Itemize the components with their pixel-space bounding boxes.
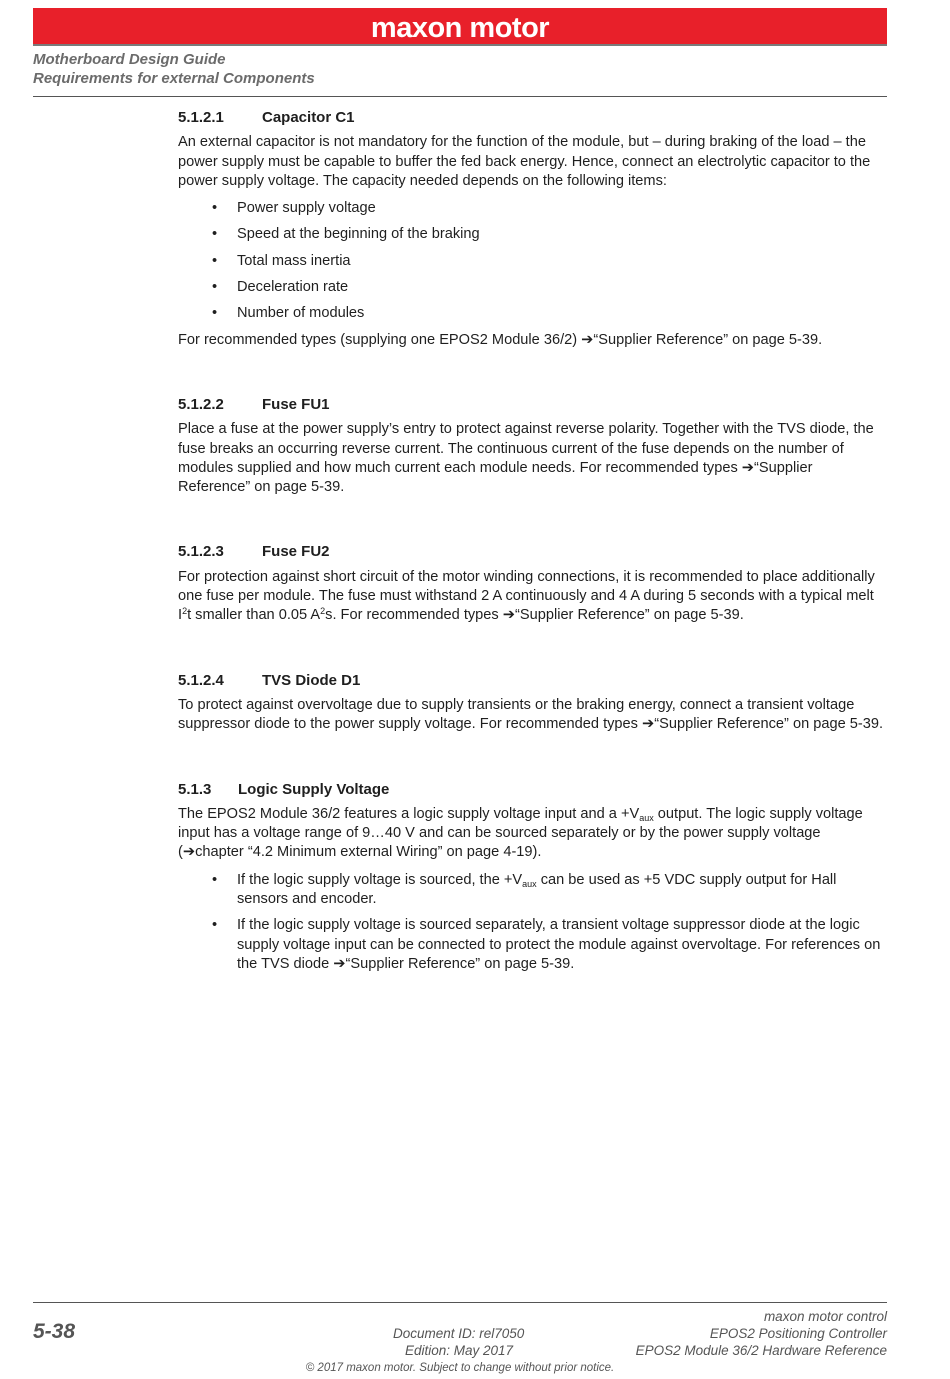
- footer-copyright: © 2017 maxon motor. Subject to change without prior notice.: [305, 1362, 615, 1374]
- section-heading: [178, 780, 888, 799]
- section-heading: [178, 542, 888, 561]
- section-number: 5.1.2.3: [178, 543, 224, 561]
- bullet-icon: •: [212, 200, 218, 217]
- list-item: • Deceleration rate: [178, 278, 888, 297]
- cross-reference-link[interactable]: chapter “4.2 Minimum external Wiring” on page 4-19).: [195, 844, 542, 861]
- arrow-right-icon: ➔: [642, 716, 655, 733]
- section-number: 5.1.2.2: [178, 395, 224, 413]
- bullet-icon: •: [212, 305, 218, 322]
- bullet-icon: •: [212, 279, 218, 296]
- list-item: • Total mass inertia: [178, 252, 888, 271]
- arrow-right-icon: ➔: [741, 459, 755, 476]
- arrow-right-icon: ➔: [182, 844, 196, 861]
- bullet-icon: •: [212, 871, 218, 888]
- footer-divider: [33, 1302, 887, 1303]
- paragraph: An external capacitor is not mandatory for the function of the module, but – during braking of the load – the power supply must be capable to buffer the fed back energy. Hence, connect an electrolytic capacitor to the power supply voltage. The capacity needed depends on the following items:: [178, 134, 871, 189]
- paragraph: The EPOS2 Module 36/2 features a logic supply voltage input and $a +V_{aux}$ output. The logic supply voltage input has a voltage range of 9…40 V and can be sourced separately or by the power supply voltage (➔chapter “4.2 Minimum external Wiring” on page 4-19).: [178, 805, 863, 861]
- bullet-icon: •: [212, 917, 218, 934]
- header-chapter-title: Requirements for external Components: [33, 70, 315, 87]
- arrow-right-icon: ➔: [581, 331, 594, 348]
- cross-reference-link[interactable]: “Supplier Reference” on page 5-39.: [178, 459, 813, 496]
- paragraph: For recommended types (supplying one EPOS2 Module 36/2) ➔“Supplier Reference” on page 5-39.: [178, 331, 823, 348]
- paragraph: Place a fuse at the power supply’s entry to protect against reverse polarity. Together with the TVS diode, the fuse breaks an occurring reverse current. The continuous current of the fuse depends on the number of modules supplied and how much current each module needs. For recommended types ➔“Supplier Reference” on page 5-39.: [178, 421, 874, 496]
- bullet-icon: •: [212, 226, 218, 243]
- footer-product-name: EPOS2 Positioning Controller: [709, 1326, 887, 1341]
- section-number: 5.1.2.1: [178, 109, 224, 126]
- bullet-list: [178, 199, 888, 323]
- cross-reference-link[interactable]: “Supplier Reference” on page 5-39.: [345, 955, 575, 972]
- arrow-right-icon: ➔: [333, 955, 346, 972]
- cross-reference-link[interactable]: “Supplier Reference” on page 5-39.: [593, 331, 823, 348]
- list-item: • Number of modules: [178, 304, 888, 323]
- bullet-icon: •: [212, 252, 218, 269]
- section-number: 5.1.2.4: [178, 671, 224, 689]
- section-title: Fuse FU2: [262, 543, 330, 561]
- cross-reference-link[interactable]: “Supplier Reference” on page 5-39.: [654, 716, 884, 733]
- list-item: • Speed at the beginning of the braking: [178, 225, 888, 244]
- brand-logo: maxon motor: [370, 12, 550, 44]
- list-item: • If the logic supply voltage is sourced, the $+V_{aux}$ can be used as +5 VDC supply output for Hall sensors and encoder.: [212, 871, 837, 908]
- section-title: Logic Supply Voltage: [238, 780, 390, 798]
- page-number: 5-38: [33, 1320, 76, 1343]
- list-item: • If the logic supply voltage is sourced separately, a transient voltage suppressor diode at the logic supply voltage input can be connected to protect the module against overvoltage. For references on the TVS diode ➔“Supplier Reference” on page 5-39.: [212, 917, 881, 972]
- section-heading: [178, 108, 888, 127]
- footer-manual-title: EPOS2 Module 36/2 Hardware Reference: [635, 1343, 887, 1358]
- footer-document-id: Document ID: rel7050: [393, 1326, 525, 1341]
- bullet-list: [178, 871, 888, 974]
- cross-reference-link[interactable]: “Supplier Reference” on page 5-39.: [515, 607, 744, 624]
- section-heading: [178, 671, 888, 690]
- header-divider: [33, 96, 887, 97]
- footer-product-line: maxon motor control: [763, 1309, 887, 1324]
- list-item: • Power supply voltage: [178, 199, 888, 218]
- main-content: [178, 108, 888, 981]
- header-doc-title: Motherboard Design Guide: [33, 51, 226, 68]
- paragraph: For protection against short circuit of the motor winding connections, it is recommended to place additionally one fuse per module. The fuse must withstand 2 A continuously and 4 A during 5 seconds with a typical melt $I^2t$ smaller than 0.05 $A^2s$. For recommended types ➔“Supplier Reference” on page 5-39.: [178, 568, 875, 624]
- section-title: Fuse FU1: [262, 395, 330, 413]
- brand-banner: [33, 8, 887, 46]
- footer-edition: Edition: May 2017: [405, 1343, 514, 1358]
- section-title: Capacitor C1: [262, 109, 355, 126]
- paragraph: To protect against overvoltage due to supply transients or the braking energy, connect a transient voltage suppressor diode to the power supply voltage. For recommended types ➔“Supplier Reference” on page 5-39.: [178, 696, 884, 733]
- section-number: 5.1.3: [178, 780, 212, 798]
- arrow-right-icon: ➔: [502, 607, 516, 624]
- section-heading: [178, 395, 888, 414]
- section-title: TVS Diode D1: [262, 671, 361, 689]
